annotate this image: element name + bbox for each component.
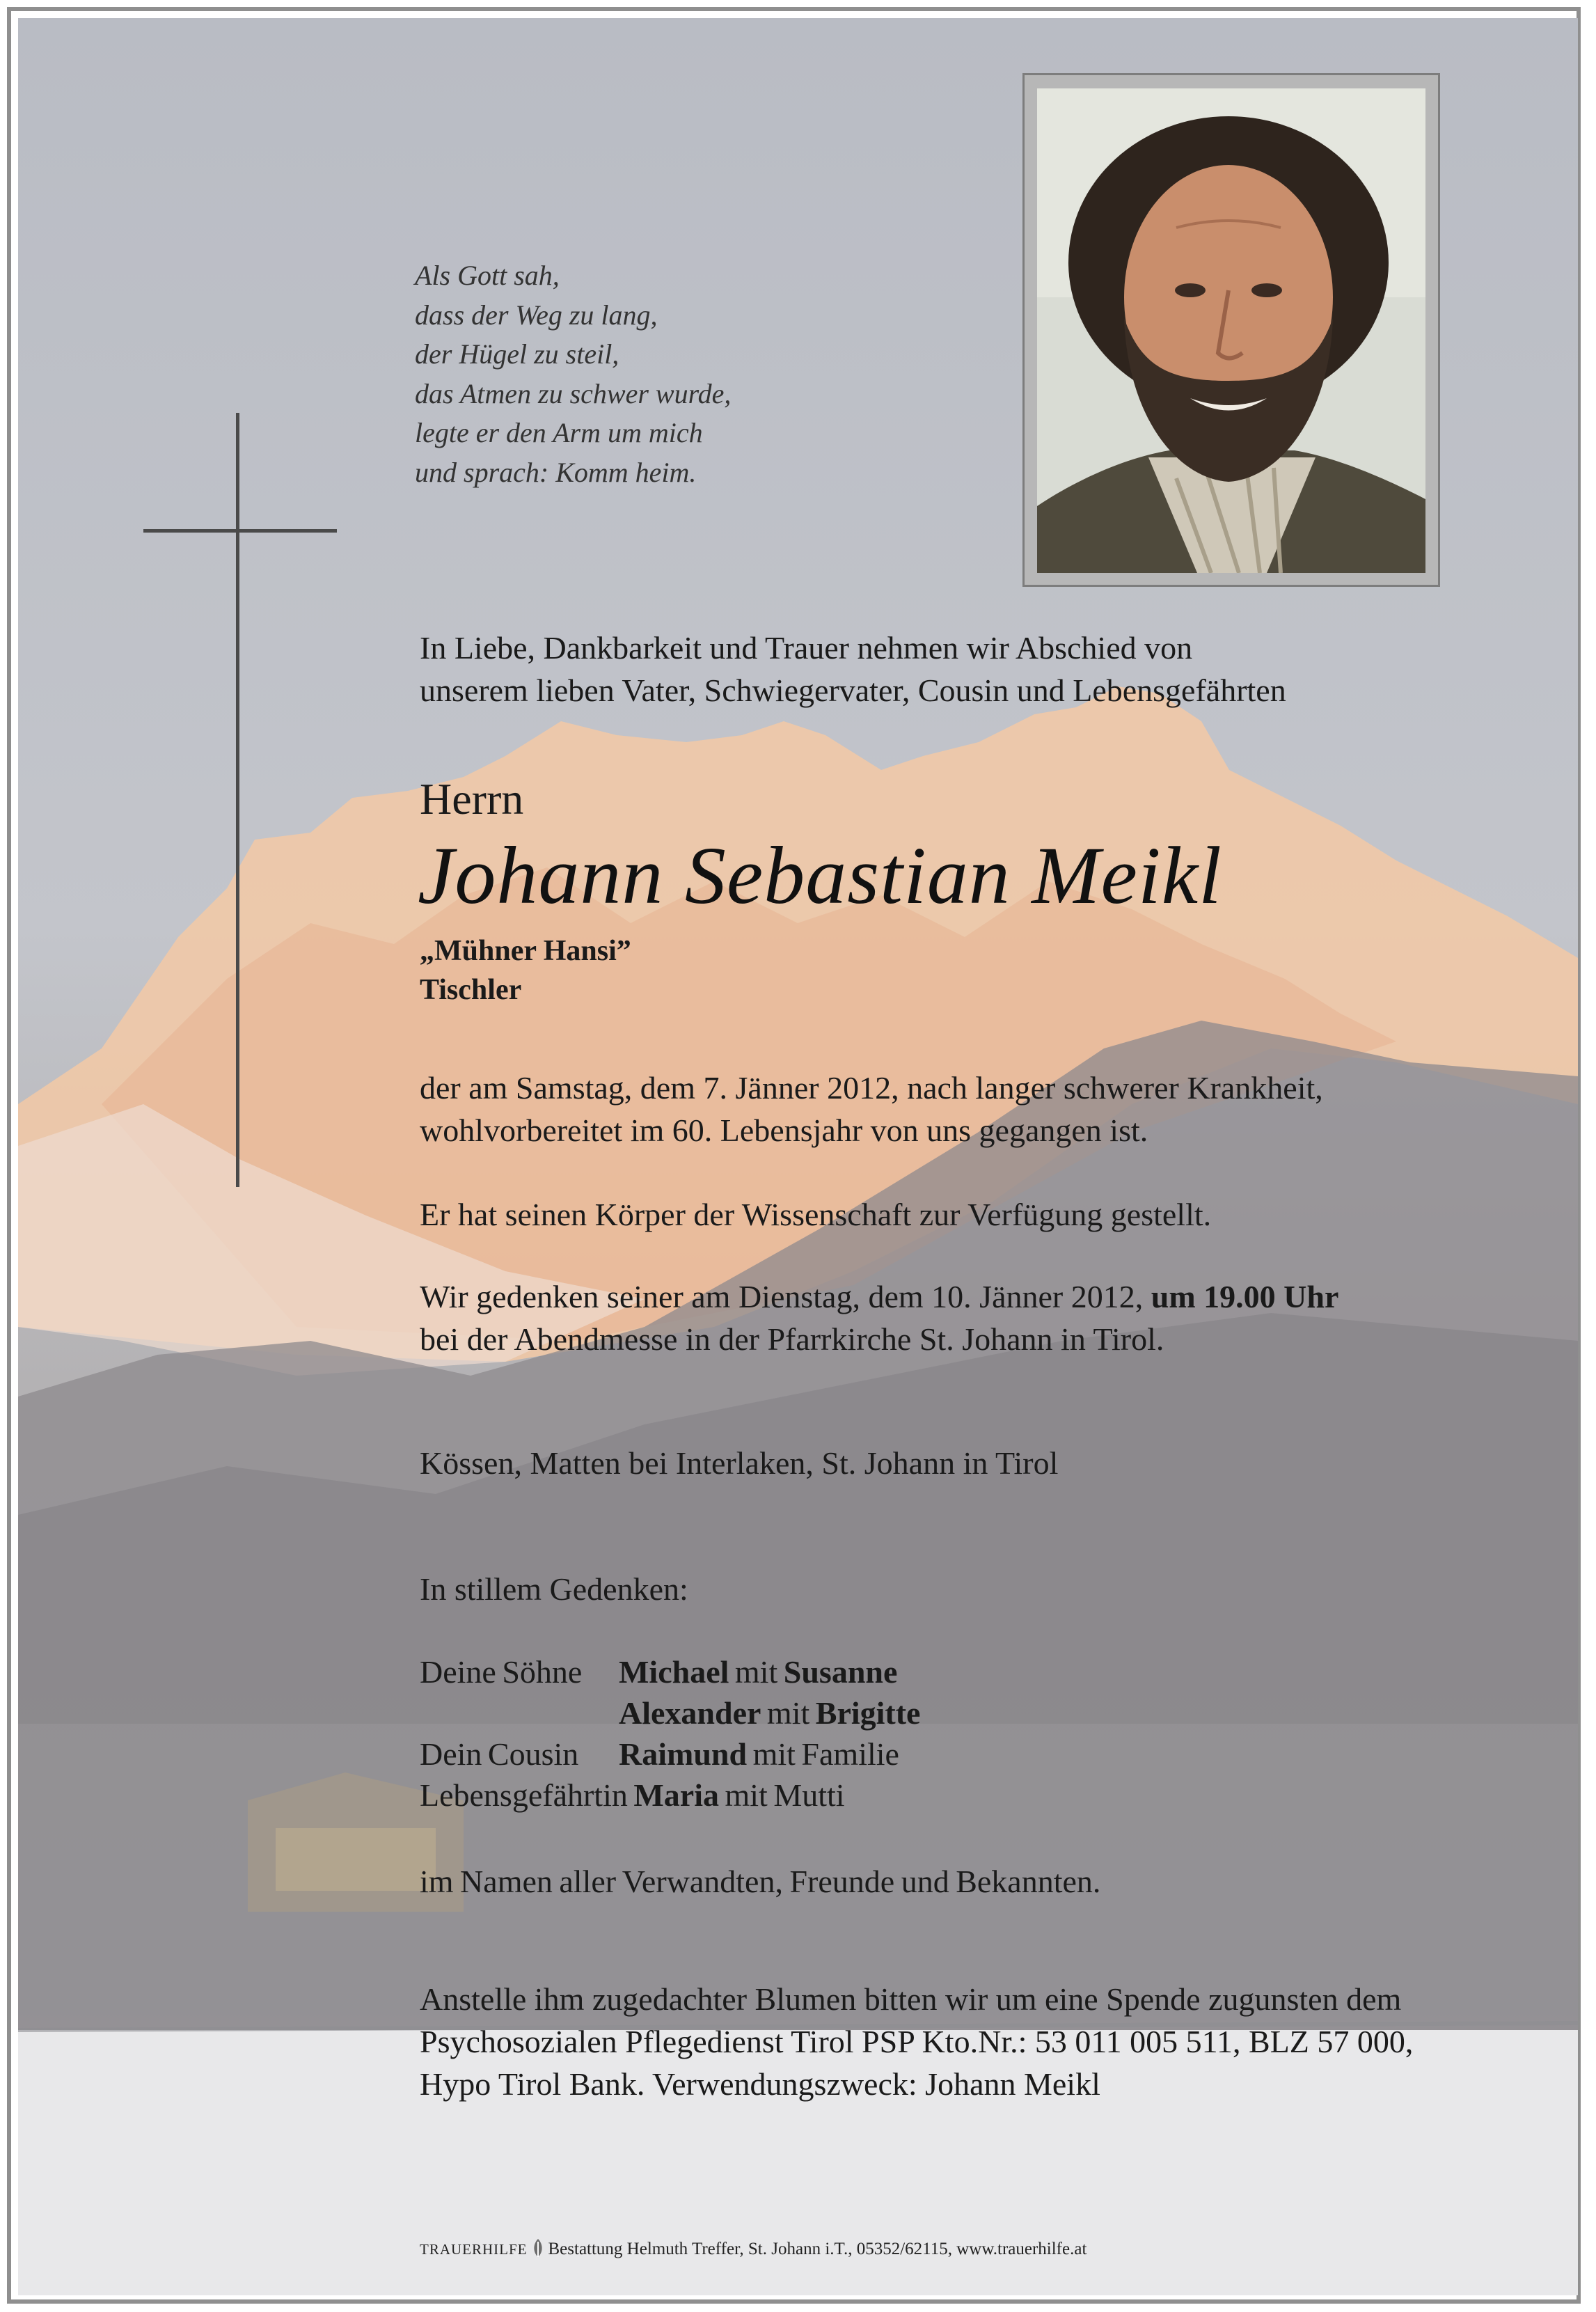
family-label: Lebensgefährtin xyxy=(420,1777,628,1813)
family-row-partner xyxy=(420,1775,845,1816)
donation-request xyxy=(420,1978,1413,2105)
intro-line: unserem lieben Vater, Schwiegervater, Cousin und Lebensgefährten xyxy=(420,673,1286,708)
footer-brand: TRAUERHILFE xyxy=(420,2241,528,2258)
family-name: Raimund xyxy=(619,1736,748,1772)
family-partner: Brigitte xyxy=(815,1695,921,1731)
footer xyxy=(420,2238,1087,2261)
salutation: Herrn xyxy=(420,774,524,824)
profession: Tischler xyxy=(420,974,522,1006)
family-label: Deine Söhne xyxy=(420,1654,583,1690)
cross-horizontal-bar xyxy=(143,529,337,533)
death-notice xyxy=(420,1067,1323,1151)
family-name: Michael xyxy=(619,1654,729,1690)
footer-text: Bestattung Helmuth Treffer, St. Johann i.T., 05352/62115, www.trauerhilfe.at xyxy=(548,2240,1087,2258)
portrait-photo xyxy=(1037,88,1425,573)
memorial-info xyxy=(420,1275,1338,1360)
leaf-logo-icon xyxy=(530,2238,546,2258)
mourning-intro: In stillem Gedenken: xyxy=(420,1571,688,1607)
poem-line: legte er den Arm um mich xyxy=(415,417,703,448)
death-line: wohlvorbereitet im 60. Lebensjahr von uns gegangen ist. xyxy=(420,1112,1148,1148)
family-partner: Susanne xyxy=(783,1654,898,1690)
poem-line: und sprach: Komm heim. xyxy=(415,456,697,488)
memorial-location: bei der Abendmesse in der Pfarrkirche St. Johann in Tirol. xyxy=(420,1321,1164,1357)
family-connector: mit xyxy=(734,1654,778,1690)
donation-line: Psychosozialen Pflegedienst Tirol PSP Kto.Nr.: 53 011 005 511, BLZ 57 000, xyxy=(420,2024,1414,2059)
intro-line: In Liebe, Dankbarkeit und Trauer nehmen wir Abschied von xyxy=(420,630,1193,666)
donation-line: Anstelle ihm zugedachter Blumen bitten wir um eine Spende zugunsten dem xyxy=(420,1981,1402,2017)
poem xyxy=(415,256,731,492)
intro-text xyxy=(420,627,1286,711)
family-label: Dein Cousin xyxy=(420,1736,579,1772)
places: Kössen, Matten bei Interlaken, St. Johann in Tirol xyxy=(420,1445,1059,1481)
family-rest: mit Mutti xyxy=(725,1777,845,1813)
deceased-name: Johann Sebastian Meikl xyxy=(418,830,1222,921)
relatives-text: im Namen aller Verwandten, Freunde und Bekannten. xyxy=(420,1864,1101,1899)
family-connector: mit xyxy=(766,1695,810,1731)
memorial-date: Wir gedenken seiner am Dienstag, dem 10. Jänner 2012, xyxy=(420,1279,1144,1314)
family-row-sons-2 xyxy=(420,1692,920,1733)
poem-line: Als Gott sah, xyxy=(415,260,560,291)
body-donation-text: Er hat seinen Körper der Wissenschaft zur Verfügung gestellt. xyxy=(420,1197,1212,1232)
death-line: der am Samstag, dem 7. Jänner 2012, nach langer schwerer Krankheit, xyxy=(420,1070,1323,1106)
family-row-cousin xyxy=(420,1733,899,1775)
poem-line: das Atmen zu schwer wurde, xyxy=(415,377,732,409)
family-name: Alexander xyxy=(619,1695,761,1731)
donation-line: Hypo Tirol Bank. Verwendungszweck: Johann Meikl xyxy=(420,2066,1100,2102)
family-rest: mit Familie xyxy=(752,1736,899,1772)
nickname: „Mühner Hansi” xyxy=(420,935,631,967)
family-row-sons-1 xyxy=(420,1651,897,1692)
poem-line: der Hügel zu steil, xyxy=(415,338,619,370)
memorial-time: um 19.00 Uhr xyxy=(1151,1279,1339,1314)
family-name: Maria xyxy=(633,1777,719,1813)
poem-line: dass der Weg zu lang, xyxy=(415,299,658,331)
